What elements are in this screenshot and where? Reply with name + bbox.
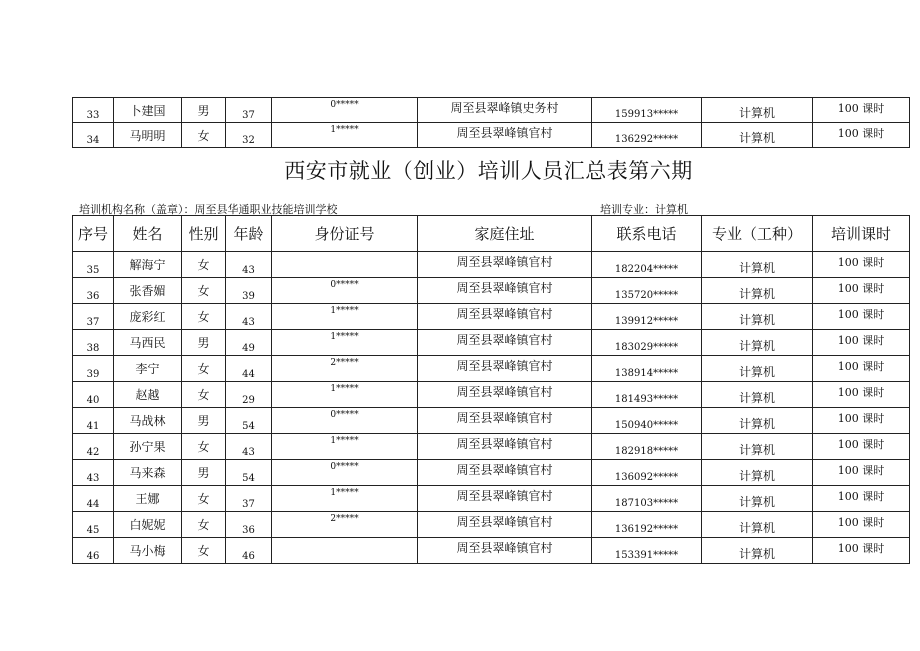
- cell-id: 1*****: [272, 486, 418, 512]
- cell-no: 45: [73, 512, 114, 538]
- cell-id: 0*****: [272, 98, 418, 123]
- cell-name: 马战林: [114, 408, 182, 434]
- cell-phone: 187103*****: [592, 486, 702, 512]
- cell-gender: 女: [182, 252, 226, 278]
- cell-major: 计算机: [702, 123, 813, 148]
- org-line: 培训机构名称（盖章）：周至县华通职业技能培训学校: [79, 203, 338, 216]
- cell-age: 44: [226, 356, 272, 382]
- cell-no: 33: [73, 98, 114, 123]
- cell-age: 54: [226, 460, 272, 486]
- cell-hours: 100 课时: [813, 252, 910, 278]
- cell-no: 42: [73, 434, 114, 460]
- cell-gender: 女: [182, 486, 226, 512]
- cell-hours: 100 课时: [813, 434, 910, 460]
- cell-age: 46: [226, 538, 272, 564]
- table-row: [73, 356, 910, 382]
- cell-gender: 女: [182, 356, 226, 382]
- cell-major: 计算机: [702, 434, 813, 460]
- table-row: [73, 538, 910, 564]
- cell-hours: 100 课时: [813, 486, 910, 512]
- cell-no: 37: [73, 304, 114, 330]
- cell-address: 周至县翠峰镇史务村: [418, 98, 592, 123]
- cell-major: 计算机: [702, 408, 813, 434]
- cell-name: 张香媚: [114, 278, 182, 304]
- cell-no: 36: [73, 278, 114, 304]
- cell-id: [272, 252, 418, 278]
- table-header-row: [73, 216, 910, 252]
- header-id: 身份证号: [272, 216, 418, 252]
- table-row: [73, 486, 910, 512]
- cell-no: 40: [73, 382, 114, 408]
- cell-age: 43: [226, 434, 272, 460]
- cell-major: 计算机: [702, 252, 813, 278]
- header-age: 年龄: [226, 216, 272, 252]
- header-hours: 培训课时: [813, 216, 910, 252]
- cell-name: 卜建国: [114, 98, 182, 123]
- table-row: [73, 252, 910, 278]
- cell-phone: 150940*****: [592, 408, 702, 434]
- previous-page-rows: [73, 98, 910, 148]
- cell-name: 解海宁: [114, 252, 182, 278]
- cell-address: 周至县翠峰镇官村: [418, 330, 592, 356]
- cell-hours: 100 课时: [813, 98, 910, 123]
- cell-address: 周至县翠峰镇官村: [418, 304, 592, 330]
- cell-address: 周至县翠峰镇官村: [418, 538, 592, 564]
- cell-hours: 100 课时: [813, 512, 910, 538]
- cell-hours: 100 课时: [813, 304, 910, 330]
- cell-no: 34: [73, 123, 114, 148]
- cell-major: 计算机: [702, 512, 813, 538]
- cell-id: 2*****: [272, 512, 418, 538]
- cell-age: 49: [226, 330, 272, 356]
- table-row: [73, 382, 910, 408]
- cell-gender: 女: [182, 434, 226, 460]
- cell-address: 周至县翠峰镇官村: [418, 434, 592, 460]
- major-line: 培训专业：计算机: [600, 203, 688, 216]
- cell-hours: 100 课时: [813, 460, 910, 486]
- cell-address: 周至县翠峰镇官村: [418, 123, 592, 148]
- cell-phone: 153391*****: [592, 538, 702, 564]
- table-row: [73, 278, 910, 304]
- cell-gender: 男: [182, 330, 226, 356]
- table-row: [73, 460, 910, 486]
- cell-id: [272, 538, 418, 564]
- cell-id: 1*****: [272, 123, 418, 148]
- cell-no: 39: [73, 356, 114, 382]
- cell-no: 41: [73, 408, 114, 434]
- cell-address: 周至县翠峰镇官村: [418, 382, 592, 408]
- cell-phone: 182918*****: [592, 434, 702, 460]
- trainee-table: [72, 215, 910, 564]
- cell-age: 54: [226, 408, 272, 434]
- cell-address: 周至县翠峰镇官村: [418, 252, 592, 278]
- cell-age: 43: [226, 304, 272, 330]
- cell-phone: 183029*****: [592, 330, 702, 356]
- cell-age: 39: [226, 278, 272, 304]
- cell-major: 计算机: [702, 486, 813, 512]
- cell-major: 计算机: [702, 278, 813, 304]
- cell-major: 计算机: [702, 304, 813, 330]
- cell-phone: 181493*****: [592, 382, 702, 408]
- page-title: 西安市就业（创业）培训人员汇总表第六期: [284, 159, 693, 183]
- cell-gender: 男: [182, 460, 226, 486]
- cell-name: 庞彩红: [114, 304, 182, 330]
- cell-major: 计算机: [702, 538, 813, 564]
- table-row: [73, 123, 910, 148]
- cell-phone: 138914*****: [592, 356, 702, 382]
- cell-age: 36: [226, 512, 272, 538]
- table-row: [73, 98, 910, 123]
- cell-name: 赵越: [114, 382, 182, 408]
- cell-hours: 100 课时: [813, 408, 910, 434]
- cell-hours: 100 课时: [813, 330, 910, 356]
- cell-major: 计算机: [702, 98, 813, 123]
- cell-id: 0*****: [272, 460, 418, 486]
- cell-gender: 女: [182, 538, 226, 564]
- cell-phone: 136292*****: [592, 123, 702, 148]
- cell-name: 马来森: [114, 460, 182, 486]
- cell-age: 29: [226, 382, 272, 408]
- cell-id: 0*****: [272, 408, 418, 434]
- cell-no: 43: [73, 460, 114, 486]
- cell-gender: 男: [182, 408, 226, 434]
- cell-phone: 136192*****: [592, 512, 702, 538]
- cell-id: 1*****: [272, 304, 418, 330]
- cell-major: 计算机: [702, 356, 813, 382]
- cell-hours: 100 课时: [813, 278, 910, 304]
- cell-phone: 182204*****: [592, 252, 702, 278]
- cell-name: 马小梅: [114, 538, 182, 564]
- cell-gender: 女: [182, 512, 226, 538]
- cell-phone: 159913*****: [592, 98, 702, 123]
- cell-hours: 100 课时: [813, 123, 910, 148]
- table-row: [73, 330, 910, 356]
- cell-major: 计算机: [702, 382, 813, 408]
- cell-hours: 100 课时: [813, 356, 910, 382]
- cell-id: 1*****: [272, 330, 418, 356]
- cell-address: 周至县翠峰镇官村: [418, 356, 592, 382]
- table-row: [73, 304, 910, 330]
- cell-phone: 139912*****: [592, 304, 702, 330]
- table-row: [73, 434, 910, 460]
- cell-gender: 女: [182, 278, 226, 304]
- cell-gender: 女: [182, 304, 226, 330]
- cell-id: 0*****: [272, 278, 418, 304]
- cell-name: 白妮妮: [114, 512, 182, 538]
- cell-address: 周至县翠峰镇官村: [418, 408, 592, 434]
- cell-name: 李宁: [114, 356, 182, 382]
- cell-phone: 136092*****: [592, 460, 702, 486]
- cell-gender: 女: [182, 123, 226, 148]
- cell-no: 35: [73, 252, 114, 278]
- cell-age: 37: [226, 486, 272, 512]
- cell-age: 32: [226, 123, 272, 148]
- cell-major: 计算机: [702, 460, 813, 486]
- cell-gender: 女: [182, 382, 226, 408]
- table-row: [73, 408, 910, 434]
- cell-name: 马明明: [114, 123, 182, 148]
- cell-phone: 135720*****: [592, 278, 702, 304]
- cell-age: 37: [226, 98, 272, 123]
- header-name: 姓名: [114, 216, 182, 252]
- cell-no: 38: [73, 330, 114, 356]
- trainee-rows: [73, 252, 910, 564]
- cell-age: 43: [226, 252, 272, 278]
- cell-no: 46: [73, 538, 114, 564]
- cell-hours: 100 课时: [813, 382, 910, 408]
- header-gender: 性别: [182, 216, 226, 252]
- cell-address: 周至县翠峰镇官村: [418, 460, 592, 486]
- cell-no: 44: [73, 486, 114, 512]
- cell-address: 周至县翠峰镇官村: [418, 512, 592, 538]
- cell-id: 1*****: [272, 434, 418, 460]
- header-major: 专业（工种）: [702, 216, 813, 252]
- cell-address: 周至县翠峰镇官村: [418, 486, 592, 512]
- cell-id: 1*****: [272, 382, 418, 408]
- header-no: 序号: [73, 216, 114, 252]
- header-phone: 联系电话: [592, 216, 702, 252]
- cell-gender: 男: [182, 98, 226, 123]
- cell-address: 周至县翠峰镇官村: [418, 278, 592, 304]
- cell-major: 计算机: [702, 330, 813, 356]
- cell-id: 2*****: [272, 356, 418, 382]
- previous-page-table: [72, 97, 910, 148]
- cell-name: 王娜: [114, 486, 182, 512]
- cell-name: 马西民: [114, 330, 182, 356]
- header-address: 家庭住址: [418, 216, 592, 252]
- table-row: [73, 512, 910, 538]
- cell-hours: 100 课时: [813, 538, 910, 564]
- cell-name: 孙宁果: [114, 434, 182, 460]
